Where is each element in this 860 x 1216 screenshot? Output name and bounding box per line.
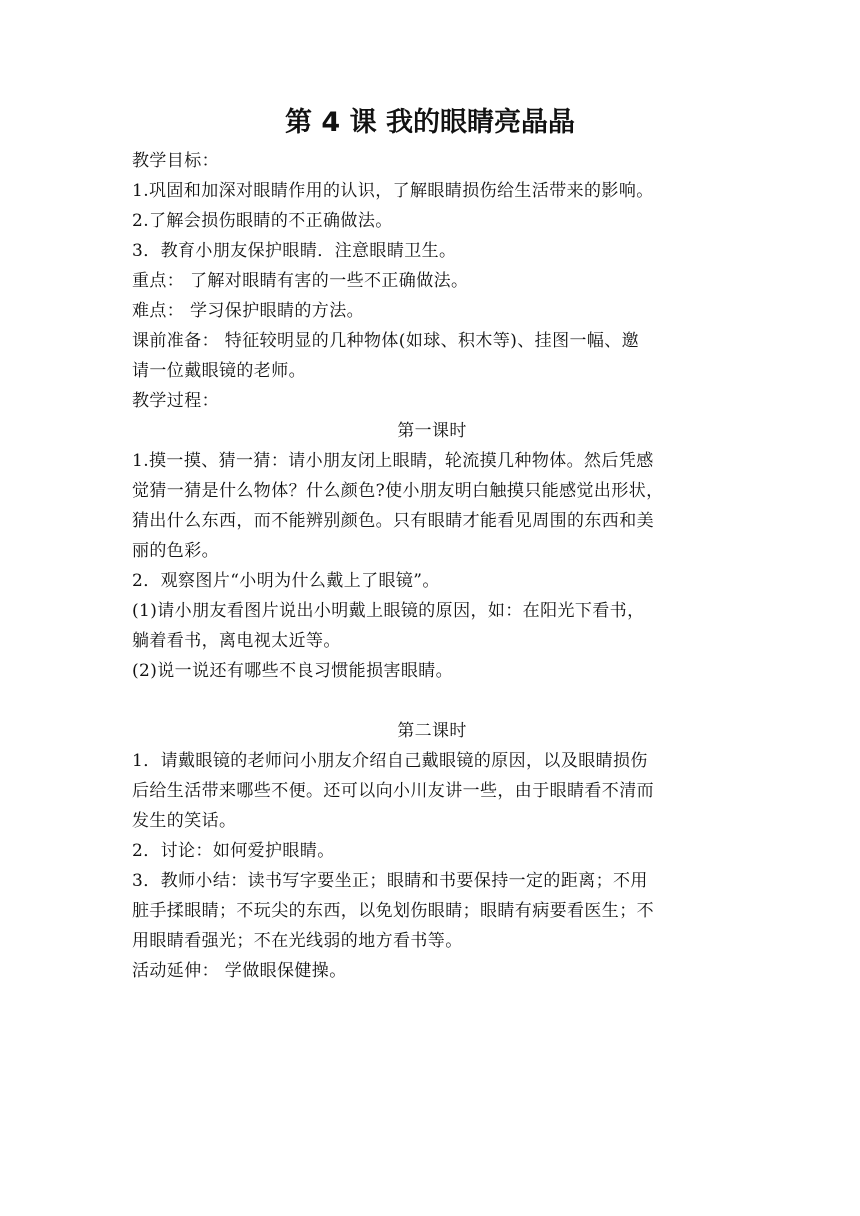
text-line: 觉猜一猜是什么物体？什么颜色?使小朋友明白触摸只能感觉出形状， [132,481,664,501]
text-line: 后给生活带来哪些不便。还可以向小川友讲一些，由于眼睛看不清而 [132,781,654,801]
text-line: 2.了解会损伤眼睛的不正确做法。 [132,211,393,231]
key-point-line: 重点： 了解对眼睛有害的一些不正确做法。 [132,271,469,291]
text-line: (2)说一说还有哪些不良习惯能损害眼睛。 [132,661,454,681]
text-line: 躺着看书，离电视太近等。 [132,631,341,651]
difficulty-line: 难点： 学习保护眼睛的方法。 [132,301,365,321]
lesson-heading-first: 第一课时 [397,421,467,441]
document-body [132,146,732,986]
text-line: 请一位戴眼镜的老师。 [132,361,306,381]
text-line: 丽的色彩。 [132,541,219,561]
text-line: 课前准备： 特征较明显的几种物体(如球、积木等)、挂图一幅、邀 [132,331,640,351]
paragraph-gap [132,686,732,716]
text-line: 发生的笑话。 [132,811,237,831]
text-line: 1.巩固和加深对眼睛作用的认识，了解眼睛损伤给生活带来的影响。 [132,181,654,201]
text-line: 脏手揉眼睛；不玩尖的东西，以免划伤眼睛；眼睛有病要看医生；不 [132,901,654,921]
text-line: 3．教育小朋友保护眼睛．注意眼睛卫生。 [132,241,457,261]
section-heading-objectives: 教学目标： [132,151,219,171]
section-heading-process: 教学过程： [132,391,219,411]
text-line: 2．观察图片“小明为什么戴上了眼镜”。 [132,571,440,591]
text-line: (1)请小朋友看图片说出小明戴上眼镜的原因，如：在阳光下看书， [132,601,645,621]
text-line: 2．讨论：如何爱护眼睛。 [132,841,335,861]
text-line: 3．教师小结：读书写字要坐正；眼睛和书要保持一定的距离；不用 [132,871,648,891]
page-title: 第 4 课 我的眼睛亮晶晶 [285,107,575,138]
lesson-heading-second: 第二课时 [397,721,467,741]
text-line: 1．请戴眼镜的老师问小朋友介绍自己戴眼镜的原因，以及眼睛损伤 [132,751,648,771]
text-line: 猜出什么东西，而不能辨别颜色。只有眼睛才能看见周围的东西和美 [132,511,654,531]
text-line: 用眼睛看强光；不在光线弱的地方看书等。 [132,931,463,951]
extension-activity-line: 活动延伸： 学做眼保健操。 [132,961,347,981]
text-line: 1.摸一摸、猜一猜：请小朋友闭上眼睛，轮流摸几种物体。然后凭感 [132,451,654,471]
